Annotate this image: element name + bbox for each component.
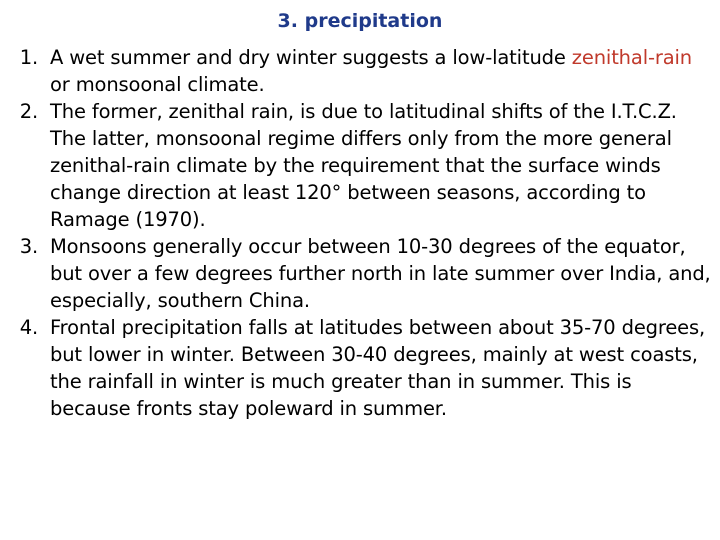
list-item-number: 3. bbox=[19, 235, 38, 258]
numbered-list bbox=[0, 44, 712, 422]
list-item bbox=[0, 314, 712, 422]
list-item-text-continued: or monsoonal climate. bbox=[50, 73, 265, 96]
list-item-number: 1. bbox=[19, 46, 38, 69]
list-item bbox=[0, 233, 712, 314]
list-item-number: 4. bbox=[19, 316, 38, 339]
list-item-number: 2. bbox=[19, 100, 38, 123]
list-item bbox=[0, 44, 712, 98]
slide-title: 3. precipitation bbox=[277, 10, 443, 32]
list-item bbox=[0, 98, 712, 233]
list-item-text: Frontal precipitation falls at latitudes between about 35-70 degrees, but lower in winter. Between 30-40 degrees, mainly at west coasts, the rainfall in winter is much greater than in summer. This is because fronts stay poleward in summer. bbox=[50, 316, 706, 420]
list-item-text: A wet summer and dry winter suggests a low-latitude bbox=[50, 46, 572, 69]
highlighted-term: zenithal-rain bbox=[571, 46, 692, 69]
list-item-text: The former, zenithal rain, is due to latitudinal shifts of the I.T.C.Z. The latter, monsoonal regime differs only from the more general zenithal-rain climate by the requirement that the surface winds change direction at least 120° between seasons, according to Ramage (1970). bbox=[50, 100, 677, 231]
list-item-text: Monsoons generally occur between 10-30 degrees of the equator, but over a few degrees further north in late summer over India, and, especially, southern China. bbox=[50, 235, 711, 312]
